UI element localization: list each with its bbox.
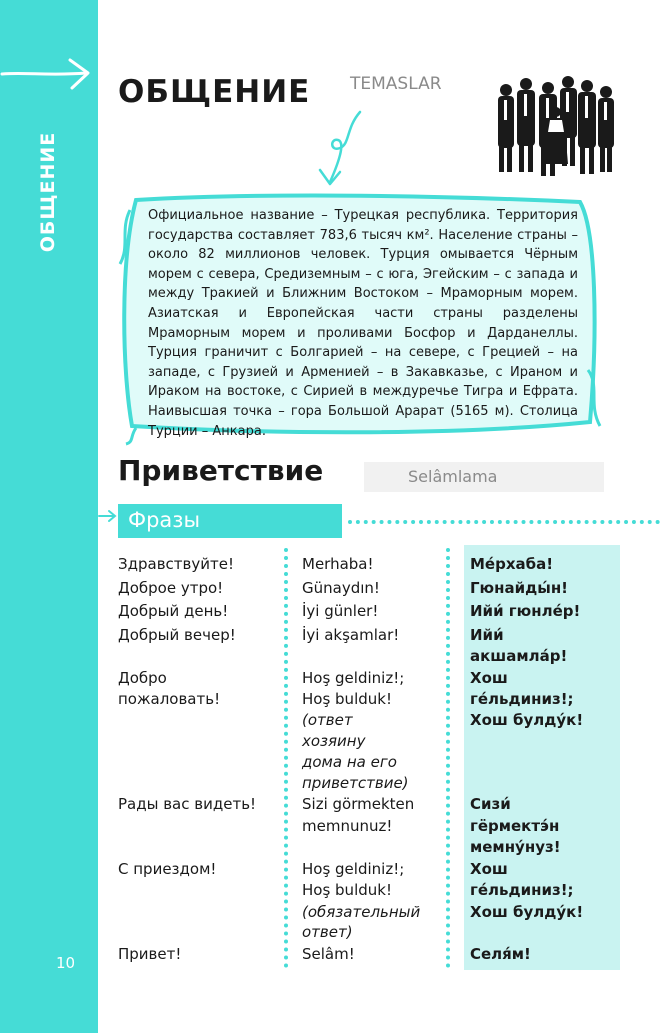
info-box-text: Официальное название – Турецкая республика. Территория государства составляет 783,6 тысяч км². Население страны – около 82 миллионов человек. Турция омывается Чёрным морем с севера, Средиземным – с юга, Эгейским – с запада и между Тракией и Ближним Востоком – Мраморным морем. Азиатская и Европейская части страны разделены Мраморным морем и проливами Босфор и Дарданеллы. Турция граничит с Болгарией – на севере, с Грецией – на западе, с Грузией и Арменией – в Закавказье, с Ираном и Ираком на востоке, с Сирией в междуречье Тигра и Ефрата. Наивысшая точка – гора Большой Арарат (5165 м). Столица Турции – Анкара. bbox=[148, 208, 578, 439]
page-number: 10 bbox=[56, 954, 76, 972]
phrase-pron: гёрмектэ́н bbox=[470, 817, 560, 835]
sidebar-section-label: ОБЩЕНИЕ bbox=[37, 131, 59, 253]
phrase-tr: Hoş geldiniz!; bbox=[302, 860, 405, 878]
hand-drawn-arrow-icon bbox=[0, 56, 96, 96]
curly-arrow-icon bbox=[316, 108, 366, 192]
info-box bbox=[112, 190, 604, 446]
phrase-tr: Hoş bulduk! bbox=[302, 690, 392, 708]
phrase-tr-note: хозяину bbox=[302, 732, 366, 750]
phrase-ru: Добрый день! bbox=[118, 602, 229, 620]
phrase-tr-note: дома на его bbox=[302, 753, 397, 771]
phrase-pron: Селя́м! bbox=[470, 945, 531, 963]
page-title: ОБЩЕНИЕ bbox=[118, 74, 311, 110]
phrase-ru: Добрый вечер! bbox=[118, 626, 236, 644]
phrase-ru: Рады вас видеть! bbox=[118, 795, 257, 813]
phrase-tr-note: приветствие) bbox=[302, 774, 409, 792]
phrase-ru: Доброе утро! bbox=[118, 579, 224, 597]
phrase-tr-note: (обязательный bbox=[302, 903, 421, 921]
phrase-pron: Ийи́ гюнле́р! bbox=[470, 602, 581, 620]
phrase-ru: С приездом! bbox=[118, 860, 217, 878]
phrase-tr: Merhaba! bbox=[302, 555, 374, 573]
phrase-pron: ге́льдиниз!; bbox=[470, 881, 574, 899]
phrase-pron: Ийи́ bbox=[470, 626, 504, 644]
phrase-tr: Hoş bulduk! bbox=[302, 881, 392, 899]
phrase-tr: İyi günler! bbox=[302, 602, 379, 620]
phrase-pron: ге́льдиниз!; bbox=[470, 690, 574, 708]
small-arrow-icon bbox=[98, 508, 118, 524]
phrase-pron: Сизи́ bbox=[470, 795, 511, 813]
phrase-ru: пожаловать! bbox=[118, 690, 221, 708]
phrase-tr: memnunuz! bbox=[302, 817, 393, 835]
phrase-tr: Hoş geldiniz!; bbox=[302, 669, 405, 687]
phrase-ru: Привет! bbox=[118, 945, 182, 963]
phrase-tr: Günaydın! bbox=[302, 579, 380, 597]
phrase-tr-note: ответ) bbox=[302, 923, 353, 941]
phrase-pron: Хош булду́к! bbox=[470, 711, 584, 729]
phrase-pron: мемну́нуз! bbox=[470, 838, 561, 856]
phrase-tr: Sizi görmekten bbox=[302, 795, 415, 813]
phrase-ru: Добро bbox=[118, 669, 167, 687]
dotted-column-divider bbox=[446, 548, 450, 968]
dotted-column-divider bbox=[284, 548, 288, 968]
phrase-pron: Хош bbox=[470, 669, 508, 687]
phrase-tr: İyi akşamlar! bbox=[302, 626, 400, 644]
phrase-tr-note: (ответ bbox=[302, 711, 353, 729]
phrase-pron: Хош булду́к! bbox=[470, 903, 584, 921]
section-title: Приветствие bbox=[118, 454, 324, 487]
phrase-ru: Здравствуйте! bbox=[118, 555, 234, 573]
phrase-pron: Гюнайды́н! bbox=[470, 579, 569, 597]
section-title-turkish-box bbox=[364, 462, 604, 492]
dotted-divider bbox=[348, 520, 660, 524]
phrase-pron: Хош bbox=[470, 860, 508, 878]
phrases-label: Фразы bbox=[128, 508, 201, 532]
phrases-label-bar bbox=[118, 504, 342, 538]
section-title-turkish: Selâmlama bbox=[408, 467, 498, 486]
phrase-pron: Ме́рхаба! bbox=[470, 555, 554, 573]
phrase-pron: акшамла́р! bbox=[470, 647, 568, 665]
people-group-illustration bbox=[492, 68, 618, 186]
page-title-turkish: TEMASLAR bbox=[350, 74, 442, 94]
phrase-tr: Selâm! bbox=[302, 945, 355, 963]
sidebar bbox=[0, 0, 98, 1033]
